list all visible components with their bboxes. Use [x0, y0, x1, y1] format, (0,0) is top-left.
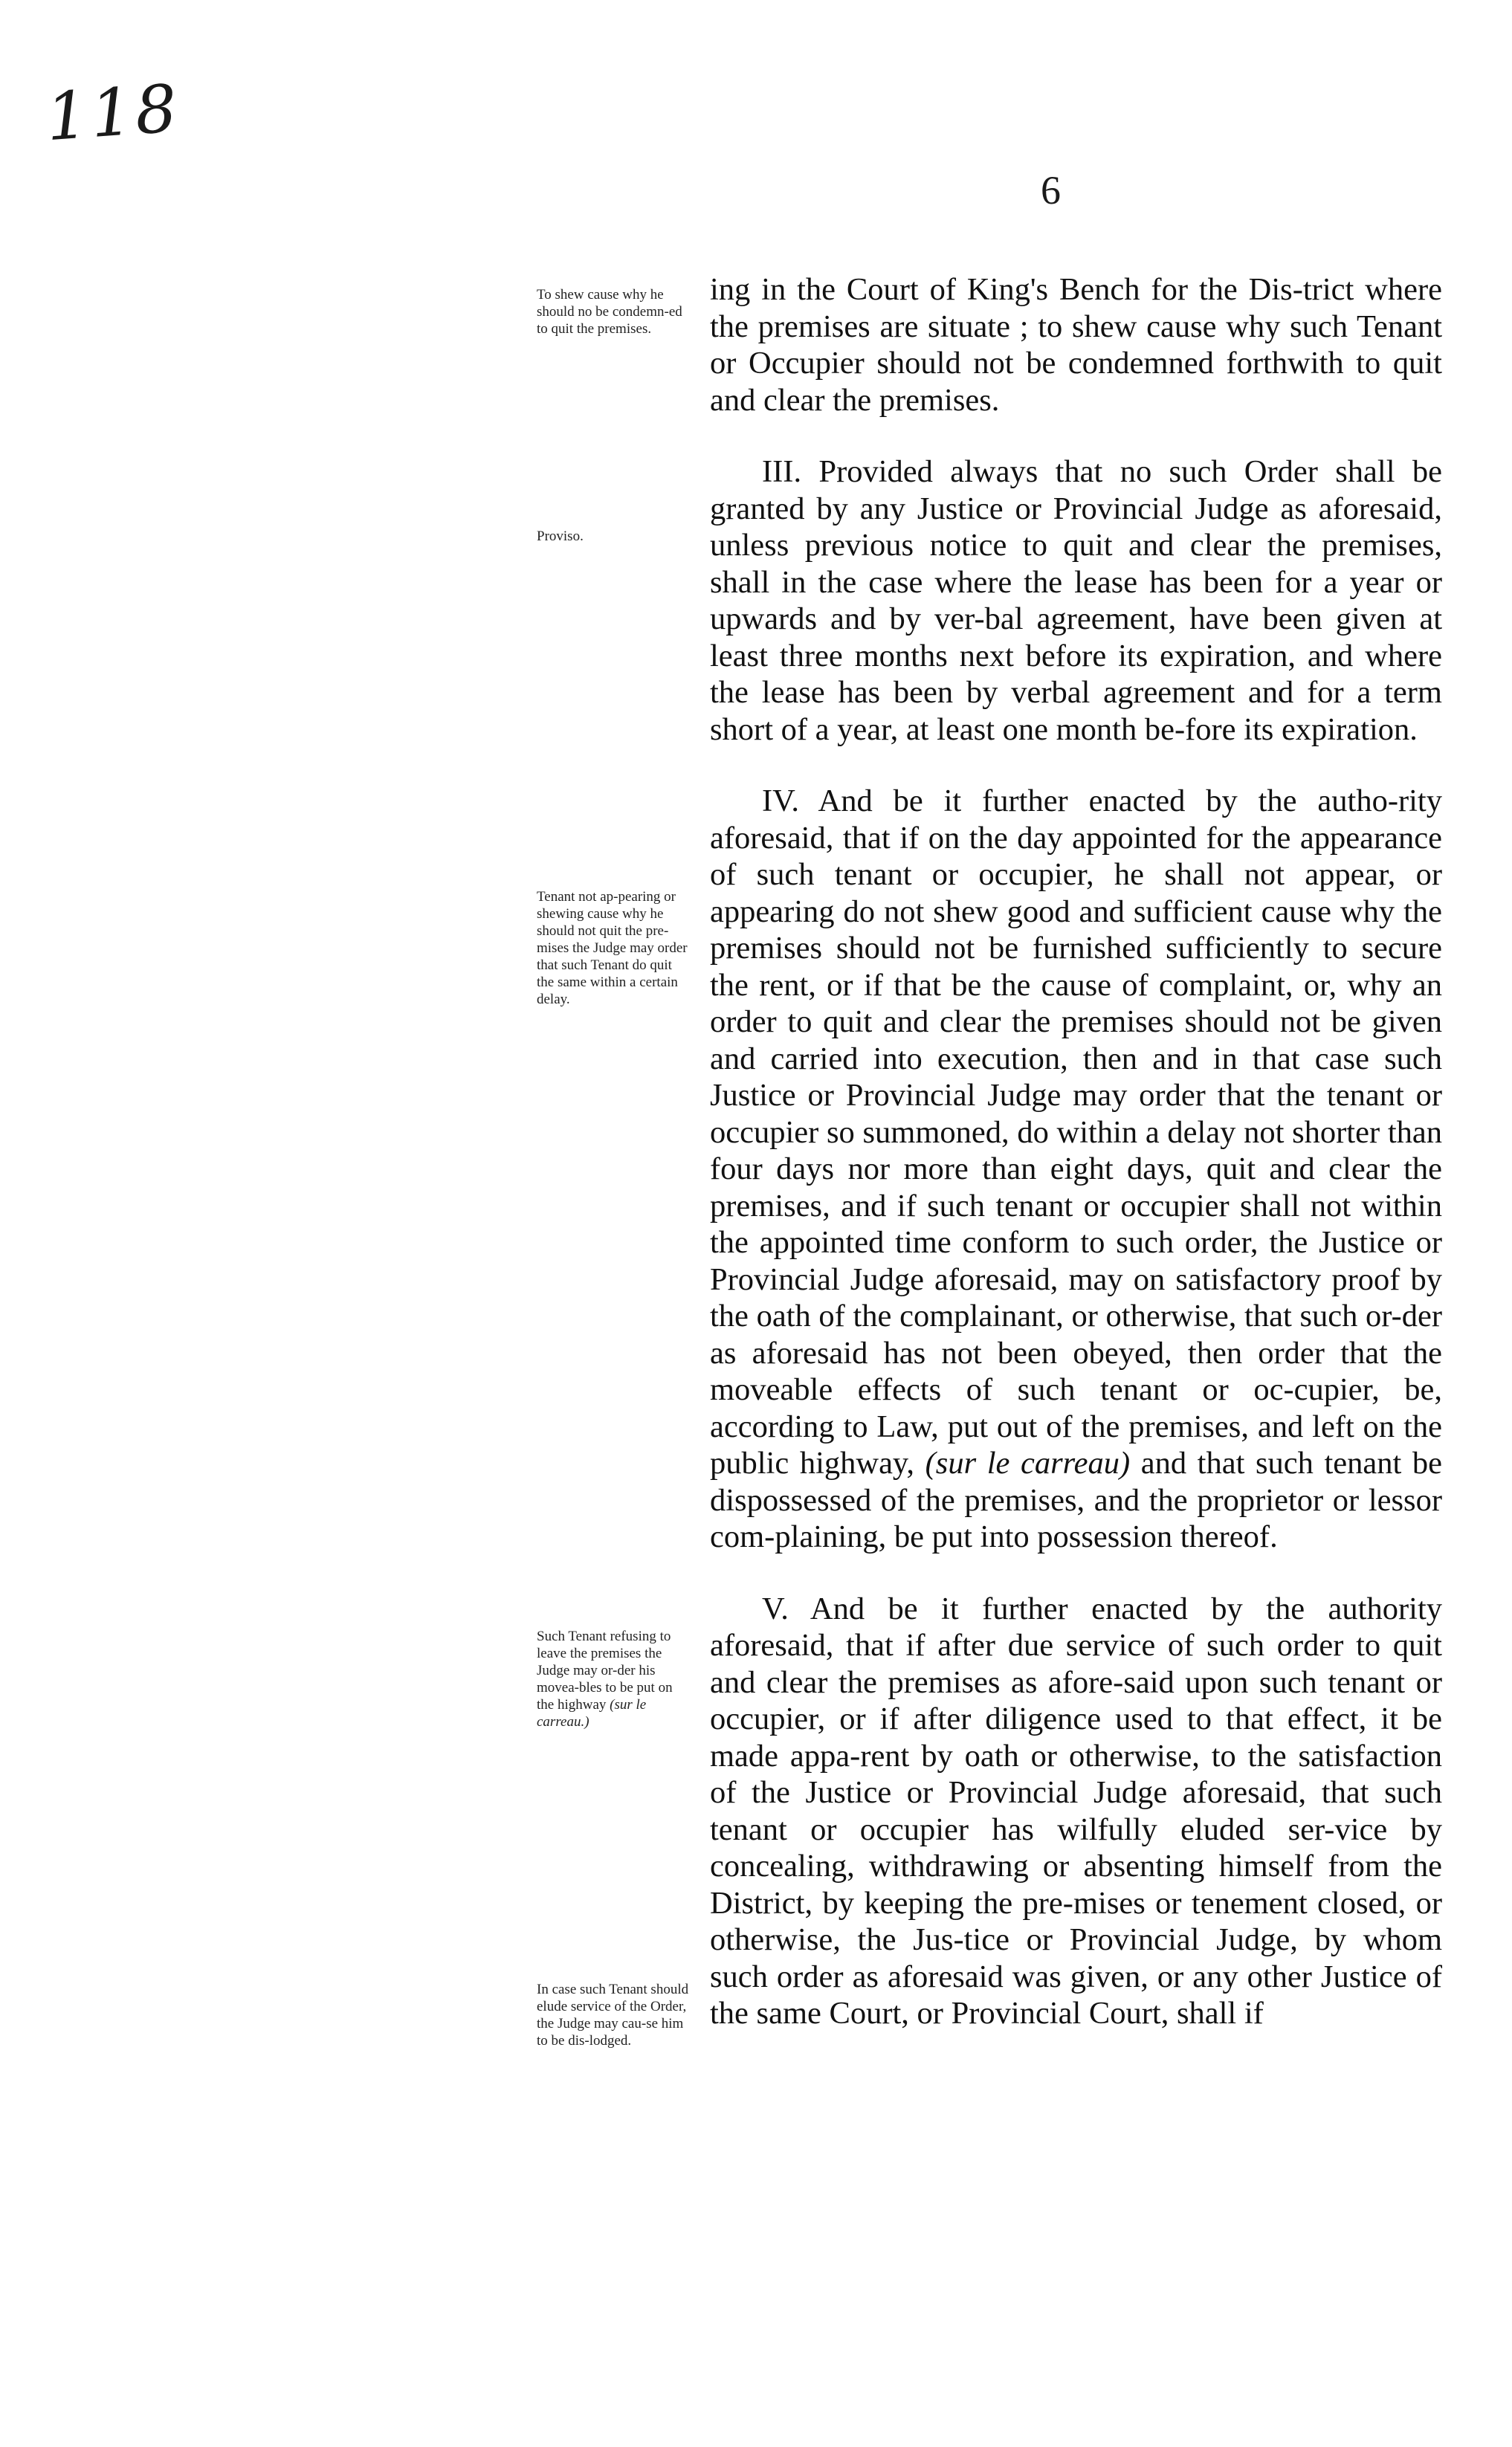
handwritten-folio-number: 118: [43, 69, 183, 156]
margin-note-proviso: Proviso.: [537, 528, 584, 544]
section-v-paragraph: V. And be it further enacted by the authority aforesaid, that if after due service of such order to quit and clear the premises as afore-said upon such tenant or occupier, or if after diligence used to that effect, it be made appa-rent by oath or otherwise, to the satisfaction of the Justice or Provincial Judge aforesaid, that such tenant or occupier has wilfully eluded ser-vice by concealing, withdrawing or absenting himself from the District, by keeping the pre-mises or tenement closed, or otherwise, the Jus-tice or Provincial Judge, by whom such order as aforesaid was given, or any other Justice of the same Court, or Provincial Court, shall if: [710, 1591, 1442, 2031]
margin-note-to-shew-cause: To shew cause why he should no be condemn-ed to quit the premises.: [537, 287, 682, 337]
margin-note-tenant-not-appearing: Tenant not ap-pearing or shewing cause why he should not quit the pre-mises the Judge may order that such Tenant do quit the same within a certain delay.: [537, 889, 688, 1007]
section-iv-text-a: IV. And be it further enacted by the autho-rity aforesaid, that if on the day appointed for the appearance of such tenant or occupier, he shall not appear, or appearing do not shew good and sufficient cause why the premises should not be furnished sufficiently to secure the rent, or if that be the cause of complaint, or, why an order to quit and clear the premises should not be given and carried into execution, then and in that case such Justice or Provincial Judge may order that the tenant or occupier so summoned, do within a delay not shorter than four days nor more than eight days, quit and clear the premises, and if such tenant or occupier shall not within the appointed time conform to such order, the Justice or Provincial Judge aforesaid, may on satisfactory proof by the oath of the complainant, or otherwise, that such or-der as aforesaid has not been obeyed, then order that the moveable effects of such tenant or oc-cupier, be, according to Law, put out of the premises, and left on the public highway,: [710, 783, 1442, 1481]
section-iv-text-b: and that such tenant be dispossessed of the premises, and the proprietor or lessor com-plaining, be put into possession thereof.: [710, 1446, 1443, 1554]
margin-note-in-case-elude: In case such Tenant should elude service of the Order, the Judge may cau-se him to be dis-lodged.: [537, 1982, 689, 2049]
main-text-column: [710, 271, 1442, 2032]
margin-note-refusing-text: Such Tenant refusing to leave the premises the Judge may or-der his movea-bles to be put on the highway: [537, 1629, 673, 1713]
section-iv-italic: (sur le carreau): [925, 1446, 1131, 1481]
continuation-paragraph: ing in the Court of King's Bench for the Dis-trict where the premises are situate ; to shew cause why such Tenant or Occupier should not be condemned forthwith to quit and clear the premises.: [710, 272, 1442, 418]
section-iii-paragraph: III. Provided always that no such Order shall be granted by any Justice or Provincial Judge as aforesaid, unless previous notice to quit and clear the premises, shall in the case where the lease has been for a year or upwards and by ver-bal agreement, have been given at least three months next before its expiration, and where the lease has been by verbal agreement and for a term short of a year, at least one month be-fore its expiration.: [710, 454, 1442, 747]
margin-note-such-tenant-refusing: [537, 1628, 689, 1730]
margin-note-refusing-italic: (sur le carreau.): [537, 1697, 647, 1730]
section-iv-paragraph: [710, 783, 1442, 1556]
page-number: 6: [1041, 168, 1061, 213]
